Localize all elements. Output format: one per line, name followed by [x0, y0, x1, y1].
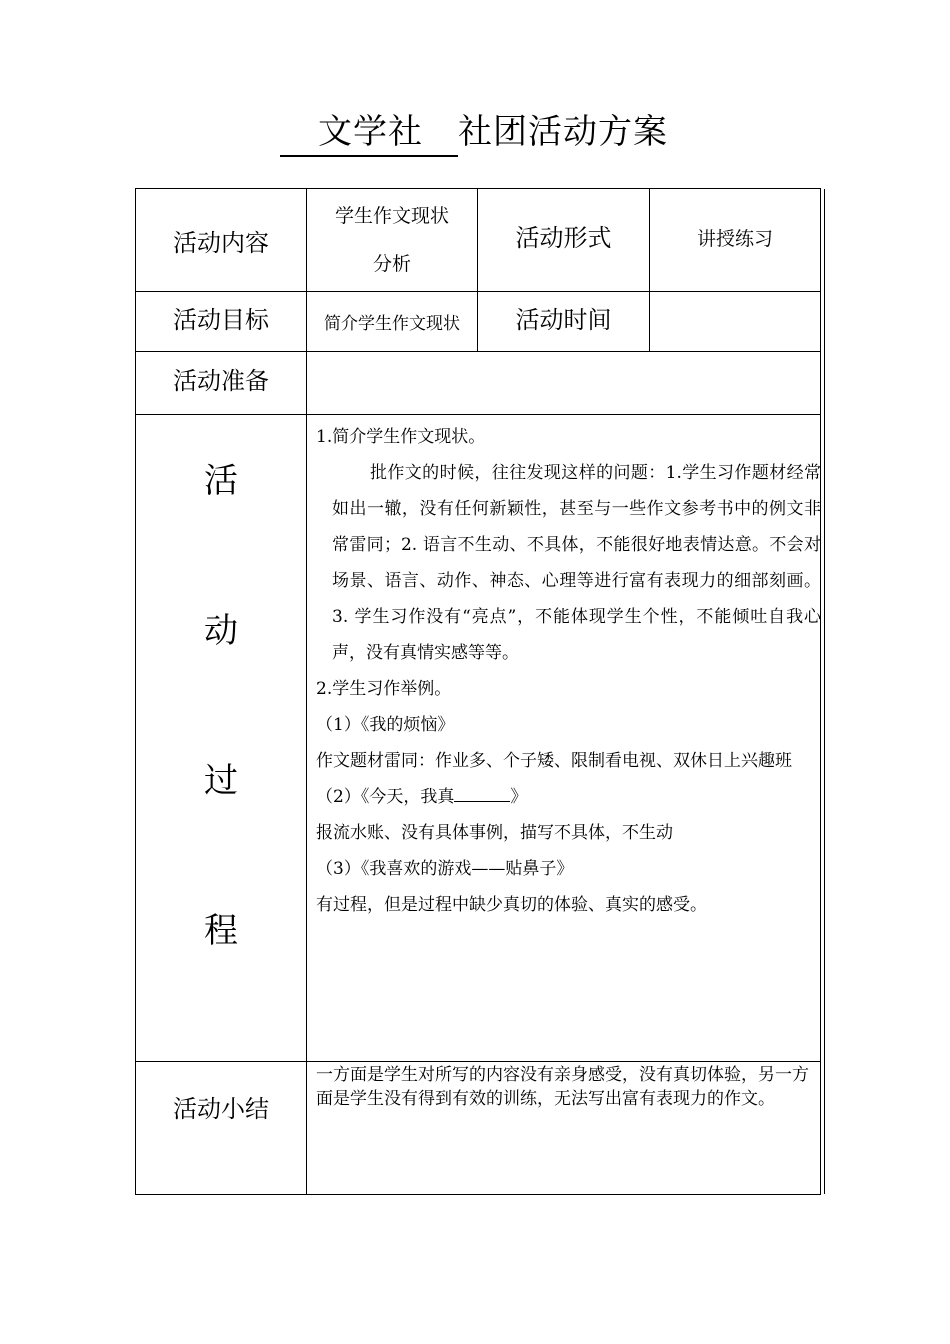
document-title	[0, 98, 950, 158]
goal-label: 活动目标	[173, 305, 269, 334]
process-para-3: 2.学生习作举例。	[316, 679, 452, 699]
plan-title: 社团活动方案	[458, 112, 668, 152]
form-value: 讲授练习	[696, 227, 773, 250]
process-para-6-prefix: （2）《今天，我真	[316, 787, 455, 807]
process-para-2: 批作文的时候，往往发现这样的问题：1.学生习作题材经常如出一辙，没有任何新颖性，甚至与一些作文参考书中的例文非常雷同；2. 语言不生动、不具体，不能很好地表情达意。不会对场景、语言、动作、神态、心理等进行富有表现力的细部刻画。3. 学生习作没有“亮点”，不能体现学生个性，不能倾吐自我心声，没有真情实感等等。	[332, 463, 821, 663]
process-para-8: （3）《我喜欢的游戏——贴鼻子》	[316, 859, 574, 879]
content-value	[307, 189, 477, 291]
process-para-5: 作文题材雷同：作业多、个子矮、限制看电视、双休日上兴趣班	[316, 751, 792, 771]
process-label-char-1: 活	[204, 461, 238, 501]
content-value-line1: 学生作文现状	[334, 205, 449, 227]
time-label: 活动时间	[515, 305, 612, 334]
form-label: 活动形式	[515, 223, 612, 252]
process-para-6	[316, 779, 821, 815]
title-underline	[280, 155, 458, 157]
content-label: 活动内容	[173, 228, 269, 257]
club-name: 文学社	[318, 112, 423, 152]
activity-table	[135, 188, 821, 1195]
process-para-9: 有过程，但是过程中缺少真切的体验、真实的感受。	[316, 895, 707, 915]
prep-value	[307, 352, 820, 414]
summary-text: 一方面是学生对所写的内容没有亲身感受，没有真切体验，另一方面是学生没有得到有效的训练，无法写出富有表现力的作文。	[316, 1065, 809, 1109]
goal-value: 简介学生作文现状	[324, 314, 460, 334]
content-value-line2: 分析	[372, 253, 411, 275]
process-para-7: 报流水账、没有具体事例，描写不具体，不生动	[316, 823, 673, 843]
process-para-6-suffix: 》	[510, 787, 528, 807]
prep-label: 活动准备	[173, 366, 269, 395]
time-value	[650, 292, 820, 351]
process-para-1: 1.简介学生作文现状。	[316, 427, 486, 447]
process-label-char-2: 动	[204, 611, 238, 651]
fill-in-blank	[454, 783, 510, 802]
process-label-char-3: 过	[204, 761, 238, 801]
summary-content	[316, 1063, 814, 1111]
summary-label: 活动小结	[173, 1094, 269, 1123]
process-para-4: （1）《我的烦恼》	[316, 715, 455, 735]
process-label-char-4: 程	[204, 911, 238, 951]
process-content	[316, 419, 821, 923]
